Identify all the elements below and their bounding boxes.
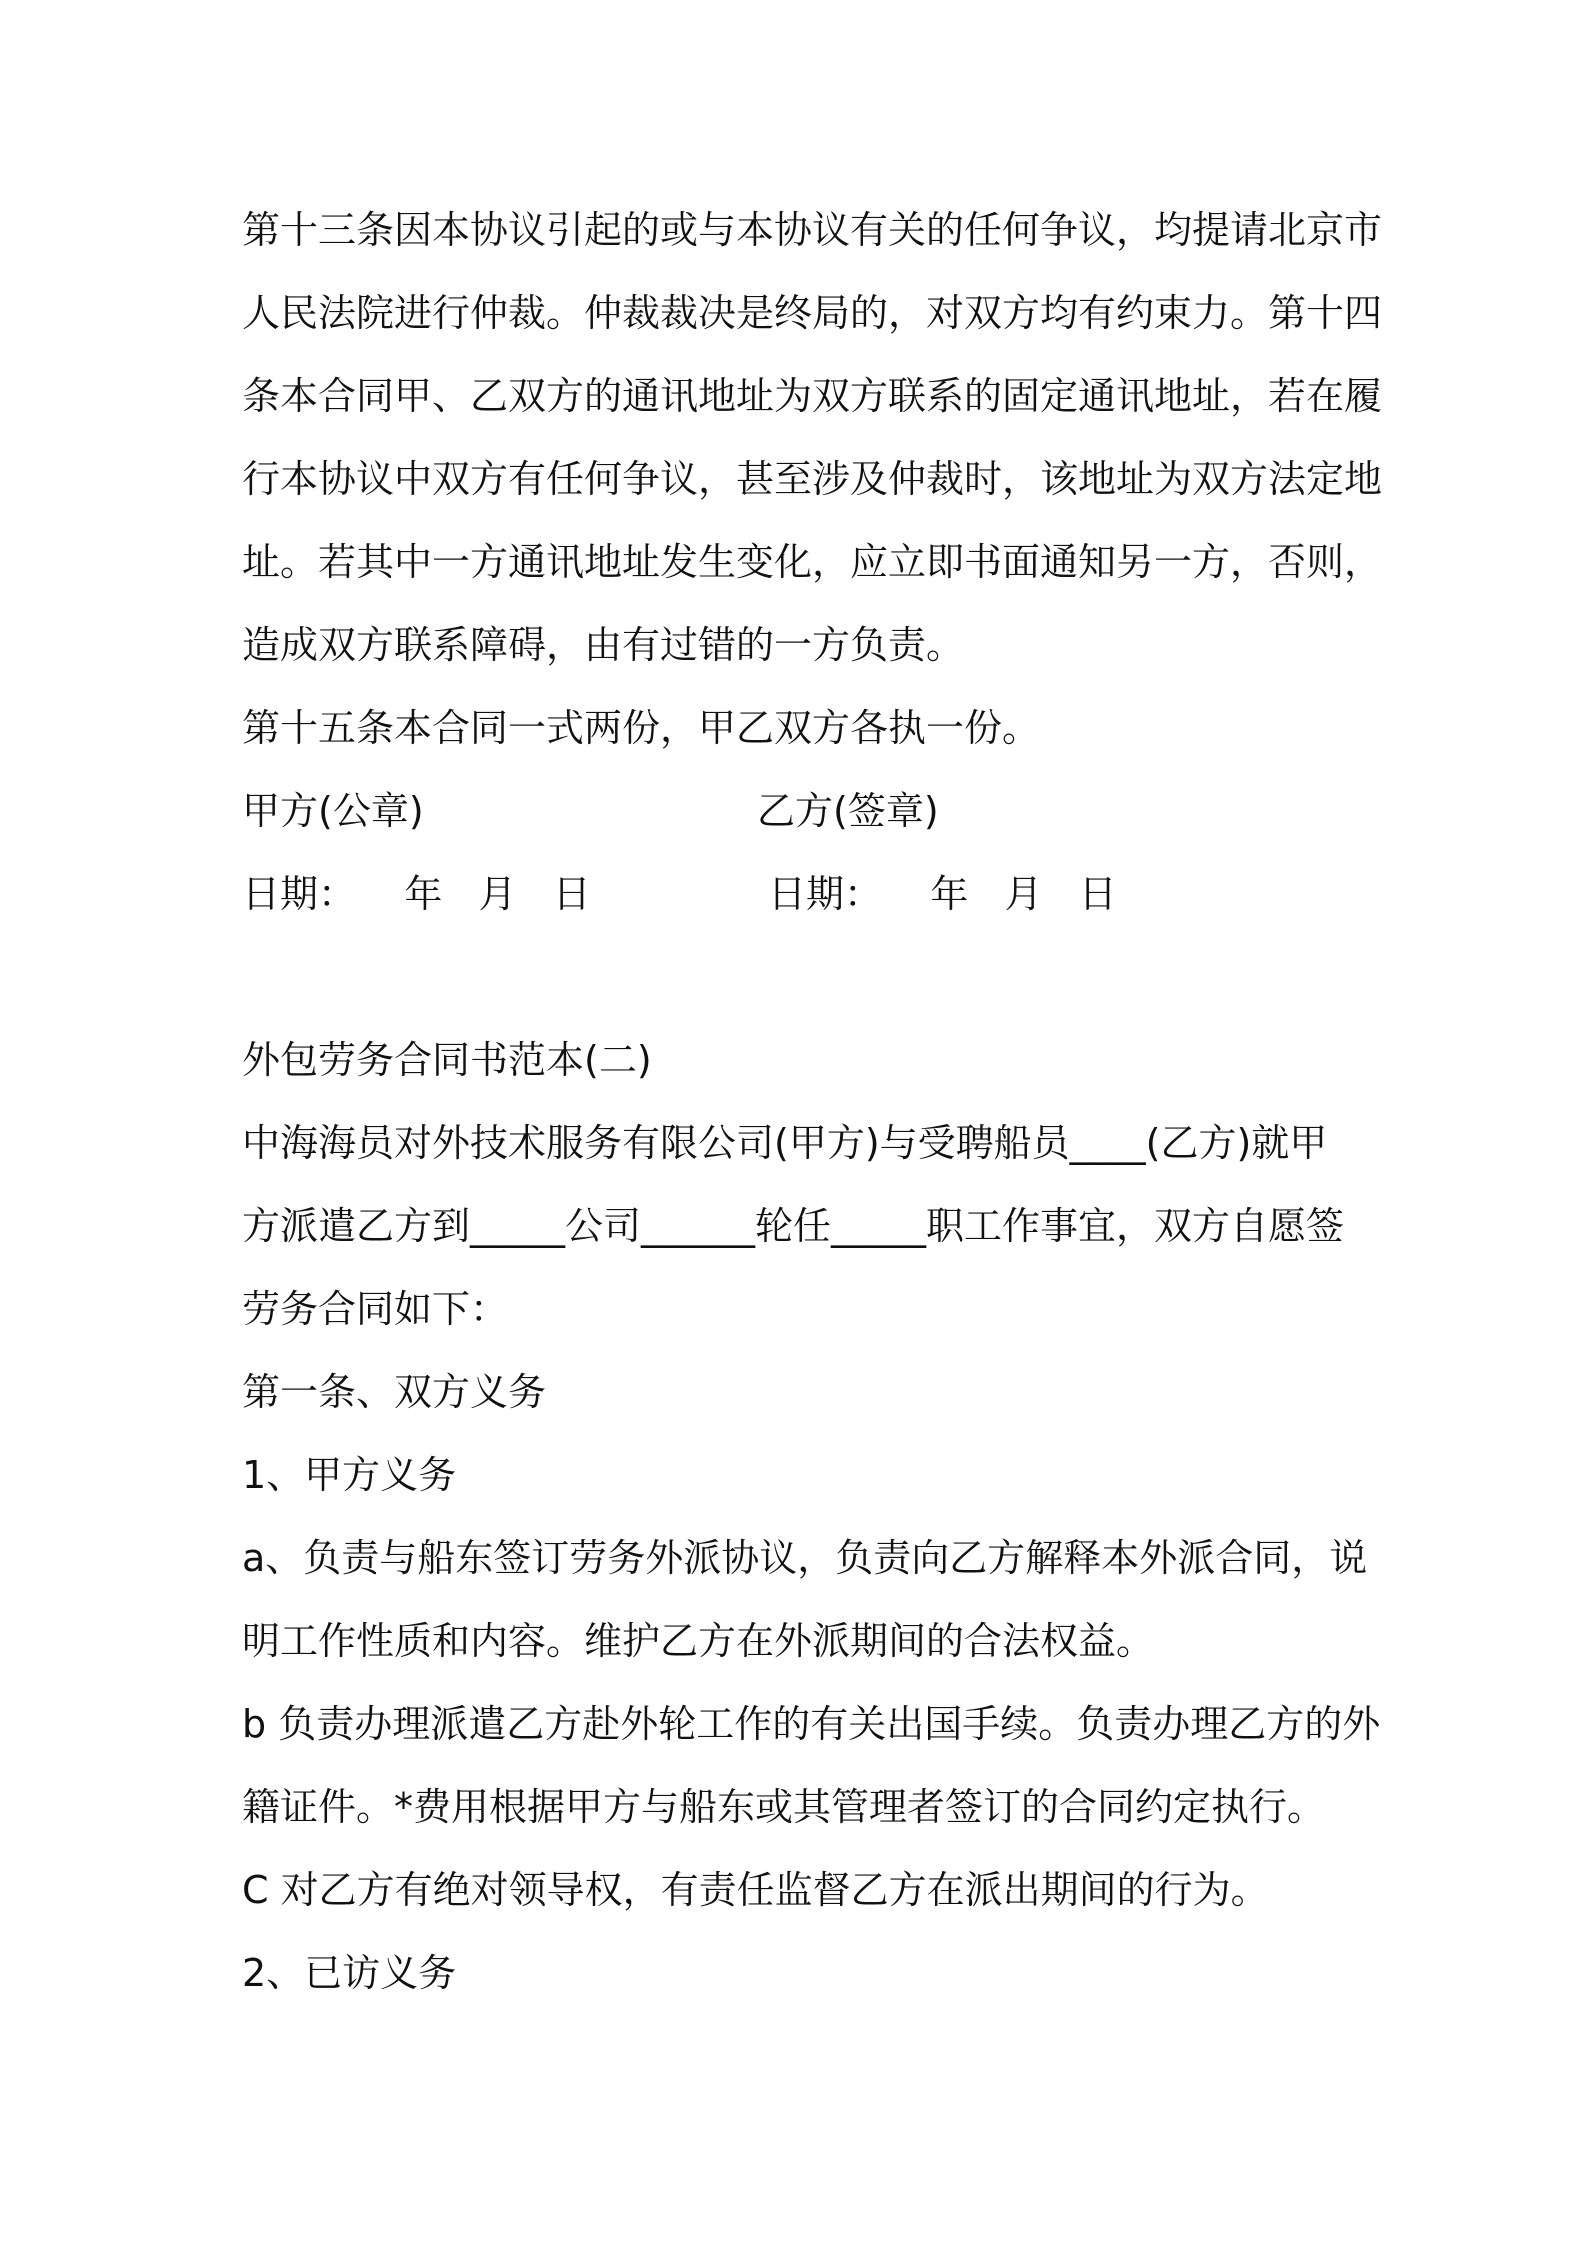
paragraph-1-line-1: 第十三条因本协议引起的或与本协议有关的任何争议，均提请北京市 bbox=[242, 208, 1383, 252]
intro-line-3: 劳务合同如下： bbox=[242, 1287, 509, 1331]
duty-c: C 对乙方有绝对领导权，有责任监督乙方在派出期间的行为。 bbox=[242, 1868, 1269, 1912]
paragraph-1-line-2: 人民法院进行仲裁。仲裁裁决是终局的，对双方均有约束力。第十四 bbox=[242, 291, 1383, 335]
party-b-duties-title: 2、已访义务 bbox=[242, 1951, 457, 1995]
party-a-duties-title: 1、甲方义务 bbox=[242, 1453, 457, 1497]
intro-line-1: 中海海员对外技术服务有限公司(甲方)与受聘船员____(乙方)就甲 bbox=[242, 1121, 1328, 1165]
article-1-title: 第一条、双方义务 bbox=[242, 1370, 547, 1414]
party-b-date: 日期： 年 月 日 bbox=[768, 872, 1117, 916]
paragraph-1-line-5: 址。若其中一方通讯地址发生变化，应立即书面通知另一方，否则， bbox=[242, 540, 1383, 584]
duty-a-line-2: 明工作性质和内容。维护乙方在外派期间的合法权益。 bbox=[242, 1619, 1155, 1663]
paragraph-1-line-3: 条本合同甲、乙双方的通讯地址为双方联系的固定通讯地址，若在履 bbox=[242, 374, 1383, 418]
party-a-seal-label: 甲方(公章) bbox=[242, 789, 424, 833]
section-title: 外包劳务合同书范本(二) bbox=[242, 1038, 652, 1082]
clause-15: 第十五条本合同一式两份，甲乙双方各执一份。 bbox=[242, 706, 1041, 750]
party-a-date: 日期： 年 月 日 bbox=[242, 872, 591, 916]
duty-b-line-2: 籍证件。*费用根据甲方与船东或其管理者签订的合同约定执行。 bbox=[242, 1785, 1326, 1829]
paragraph-1-line-6: 造成双方联系障碍，由有过错的一方负责。 bbox=[242, 623, 965, 667]
paragraph-1-line-4: 行本协议中双方有任何争议，甚至涉及仲裁时，该地址为双方法定地 bbox=[242, 457, 1383, 501]
intro-line-2: 方派遣乙方到_____公司______轮任_____职工作事宜，双方自愿签 bbox=[242, 1204, 1345, 1248]
duty-a-line-1: a、负责与船东签订劳务外派协议，负责向乙方解释本外派合同，说 bbox=[242, 1536, 1368, 1580]
duty-b-line-1: b 负责办理派遣乙方赴外轮工作的有关出国手续。负责办理乙方的外 bbox=[242, 1702, 1381, 1746]
party-b-seal-label: 乙方(签章) bbox=[757, 789, 939, 833]
